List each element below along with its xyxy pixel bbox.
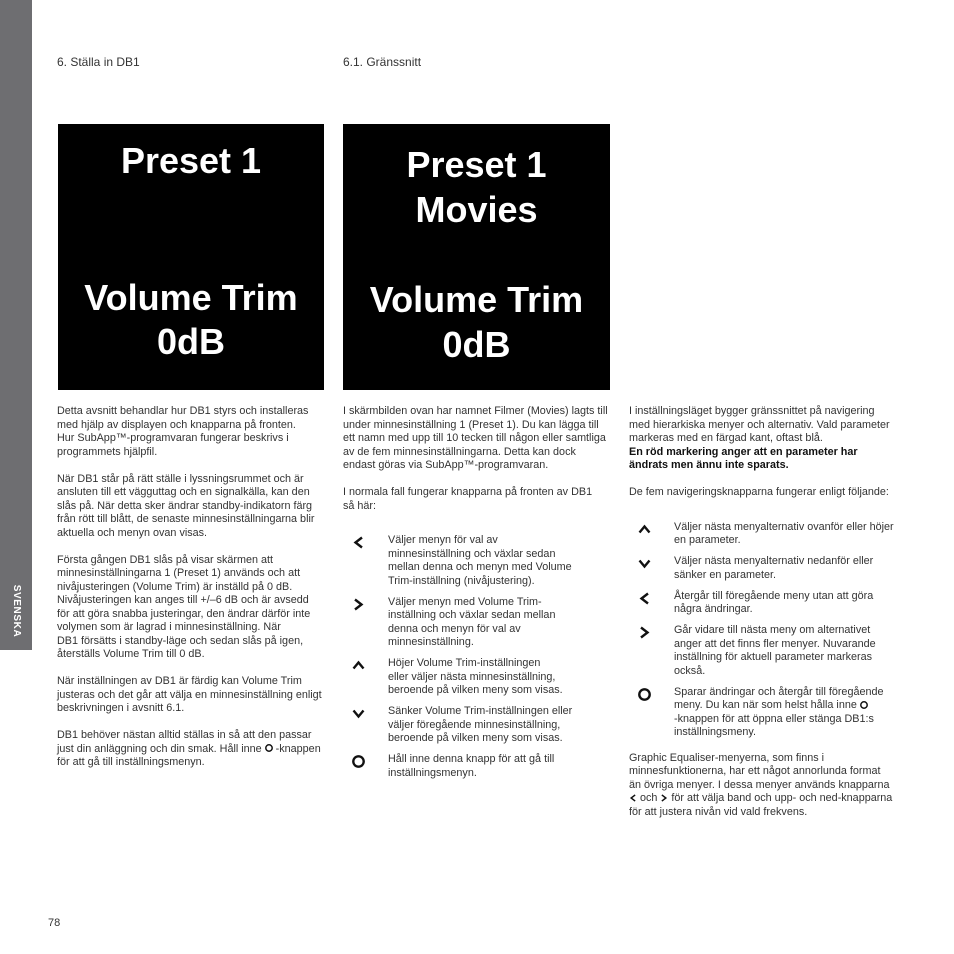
button-description-right <box>629 624 929 678</box>
text-line: Väljer nästa menyalternativ ovanför eller höjer <box>674 520 894 533</box>
text-line: Väljer menyn med Volume Trim- <box>388 595 542 608</box>
text-line: Höjer Volume Trim-inställningen <box>388 657 541 669</box>
paragraph <box>57 675 324 716</box>
text-line: ett namn med upp till 10 tecken till någon eller samtliga <box>343 432 606 444</box>
text-line: -knappen för att öppna eller stänga DB1:s <box>674 712 874 725</box>
circle-icon <box>265 744 273 752</box>
text-line <box>629 792 929 806</box>
text-line: inställningsmeny. <box>674 726 757 738</box>
display-line-volume-trim: Volume Trim <box>369 279 584 320</box>
text-line <box>57 743 324 757</box>
chevron-up-icon <box>352 659 365 672</box>
front-button-list <box>343 534 610 780</box>
display-line-level: 0dB <box>156 321 225 362</box>
circle-icon <box>860 701 868 709</box>
display-line-preset: Preset 1 <box>120 140 262 181</box>
text-line: för att göra snabba justeringar, den ändrar därför inte <box>57 607 311 620</box>
text-line: programmets hjälpfil. <box>57 445 158 458</box>
text-line: från rött till blått, de senaste minnesinställningarna blir <box>57 513 315 525</box>
text-line <box>674 699 929 713</box>
text-line: minnesinställning och växlar sedan <box>388 547 556 560</box>
paragraph <box>57 473 324 541</box>
chevron-down-icon <box>638 557 651 570</box>
paragraph <box>629 486 929 500</box>
button-description-left <box>343 534 610 588</box>
warning-line: En röd markering anger att en parameter har <box>629 445 858 458</box>
text-line: endast göras via SubApp™-programvaran. <box>343 459 549 471</box>
paragraph <box>343 486 610 513</box>
language-tab-label: SVENSKA <box>11 584 22 638</box>
text-line: eller väljer nästa minnesinställning, <box>388 670 556 683</box>
text-line: volymen som är lagrad i minnesinställning. När <box>57 621 281 633</box>
text-line: Håll inne denna knapp för att gå till <box>388 753 555 765</box>
text-segment: för att välja band och upp- och ned-knapparna <box>671 792 893 804</box>
paragraph <box>343 405 610 473</box>
text-line: Återgår till föregående meny utan att göra <box>674 589 874 602</box>
text-line: Detta avsnitt behandlar hur DB1 styrs och installeras <box>57 405 309 417</box>
button-description-down <box>629 555 929 582</box>
text-line: I inställningsläget bygger gränssnittet på navigering <box>629 405 875 417</box>
text-line: DB1 behöver nästan alltid ställas in så att den passar <box>57 729 312 741</box>
text-line: anger att det finns fler menyer. Nuvarande <box>674 637 876 650</box>
text-line: DB1 försätts i standby-läge och sedan slås på igen, <box>57 634 304 647</box>
text-line: för att gå till inställningsmenyn. <box>57 756 205 768</box>
text-segment: just din anläggning och din smak. Håll inne <box>57 742 262 755</box>
text-line: under minnesinställning 1 (Preset 1). Du kan lägga till <box>343 418 599 431</box>
text-line: Nivåjusteringen kan anges till +/–6 dB och är avsedd <box>57 594 309 606</box>
text-line: minnesinställningarna 1 (Preset 1) används och att <box>57 567 301 579</box>
button-description-right <box>343 596 610 650</box>
chevron-left-icon <box>629 794 637 802</box>
interface-text-navigation <box>629 405 929 819</box>
text-segment: -knappen <box>275 742 321 755</box>
circle-icon <box>352 755 365 768</box>
text-segment: och <box>640 792 658 804</box>
text-line: inställningsmenyn. <box>388 766 477 779</box>
text-line: en parameter. <box>674 534 741 546</box>
text-line: markeras med en färgad kant, oftast blå. <box>629 432 823 444</box>
text-line: När DB1 står på rätt ställe i lyssningsrummet och är <box>57 472 304 485</box>
chevron-down-icon <box>352 707 365 720</box>
chevron-right-icon <box>638 626 651 639</box>
display-screen-preset-named <box>343 124 610 390</box>
text-line: väljer föregående minnesinställning, <box>388 718 561 731</box>
text-line: Sparar ändringar och återgår till föregående <box>674 685 884 698</box>
warning-line: ändrats men ännu inte sparats. <box>629 459 789 471</box>
display-screen-preset <box>58 124 324 390</box>
button-description-circle <box>343 753 610 780</box>
button-description-left <box>629 590 929 617</box>
text-line: Väljer menyn för val av <box>388 534 498 546</box>
text-line: av de fem minnesinställningarna. Detta kan dock <box>343 445 576 458</box>
text-line: beroende på vilken meny som visas. <box>388 684 563 696</box>
text-line: De fem navigeringsknapparna fungerar enligt följande: <box>629 486 889 498</box>
text-line: Sänker Volume Trim-inställningen eller <box>388 705 573 717</box>
navigation-button-list <box>629 521 929 740</box>
section-6-text <box>57 405 324 770</box>
text-line: Graphic Equaliser-menyerna, som finns i <box>629 751 825 764</box>
text-line: några ändringar. <box>674 603 753 615</box>
text-line: justeras och det går att välja en minnesinställning enligt <box>57 688 322 701</box>
chevron-right-icon <box>660 794 668 802</box>
text-line: minnesfunktionerna, har ett något annorlunda format <box>629 765 881 777</box>
text-line: Går vidare till nästa meny om alternativet <box>674 624 871 636</box>
section-heading-6: 6. Ställa in DB1 <box>57 55 140 69</box>
text-line: ansluten till ett vägguttag och en signalkälla, kan den <box>57 486 310 498</box>
text-line: inställning för aktuell parameter markeras <box>674 651 873 663</box>
text-line: för att justera nivån vid vald frekvens. <box>629 805 808 818</box>
text-line: mellan denna och menyn med Volume <box>388 561 572 573</box>
display-line-volume-trim: Volume Trim <box>84 277 298 318</box>
text-line: beroende på vilken meny som visas. <box>388 732 563 744</box>
text-line: nivåjusteringen (Volume Trim) är inställd på 0 dB. <box>57 580 293 593</box>
text-line: slås på. När detta sker ändrar standby-indikatorn färg <box>57 499 313 512</box>
section-heading-6-1: 6.1. Gränssnitt <box>343 55 422 69</box>
text-line: När inställningen av DB1 är färdig kan Volume Trim <box>57 675 302 687</box>
text-line: I normala fall fungerar knapparna på fronten av DB1 <box>343 486 593 498</box>
paragraph <box>57 554 324 662</box>
text-line: återställs Volume Trim till 0 dB. <box>57 648 205 660</box>
text-segment: meny. Du kan när som helst hålla inne <box>674 699 857 711</box>
button-description-circle <box>629 686 929 740</box>
language-tab <box>0 0 32 650</box>
display-line-preset-name: Movies <box>415 189 538 230</box>
page-number: 78 <box>48 917 61 929</box>
text-line: så här: <box>343 499 377 512</box>
text-line: sänker en parameter. <box>674 568 777 581</box>
text-line: Väljer nästa menyalternativ nedanför eller <box>674 555 874 567</box>
text-line: beskrivningen i avsnitt 6.1. <box>57 702 185 714</box>
text-line: Hur SubApp™-programvaran fungerar beskrivs i <box>57 432 289 444</box>
text-line: med hierarkiska menyer och alternativ. Vald parameter <box>629 418 890 431</box>
text-line: Första gången DB1 slås på visar skärmen att <box>57 553 274 566</box>
circle-icon <box>638 688 651 701</box>
button-description-up <box>343 657 610 698</box>
text-line: inställning och växlar sedan mellan <box>388 609 556 621</box>
text-line: aktuella och menyn ovan visas. <box>57 526 208 539</box>
chevron-left-icon <box>352 536 365 549</box>
text-line: Trim-inställning (nivåjustering). <box>388 574 535 587</box>
paragraph <box>629 405 929 473</box>
equaliser-note <box>629 752 929 820</box>
text-line: än övriga menyer. I dessa menyer används knapparna <box>629 778 890 791</box>
chevron-left-icon <box>638 592 651 605</box>
text-line: med hjälp av displayen och knapparna på fronten. <box>57 418 296 431</box>
chevron-right-icon <box>352 598 365 611</box>
text-line: I skärmbilden ovan har namnet Filmer (Movies) lagts till <box>343 405 608 417</box>
text-line: också. <box>674 664 706 677</box>
interface-text-front-buttons <box>343 405 610 780</box>
display-line-preset: Preset 1 <box>406 144 547 185</box>
text-line: denna och menyn för val av <box>388 622 521 635</box>
display-line-level: 0dB <box>442 324 511 365</box>
button-description-down <box>343 705 610 746</box>
paragraph <box>57 729 324 770</box>
paragraph <box>57 405 324 459</box>
chevron-up-icon <box>638 523 651 536</box>
text-line: minnesinställning. <box>388 636 474 648</box>
button-description-up <box>629 521 929 548</box>
